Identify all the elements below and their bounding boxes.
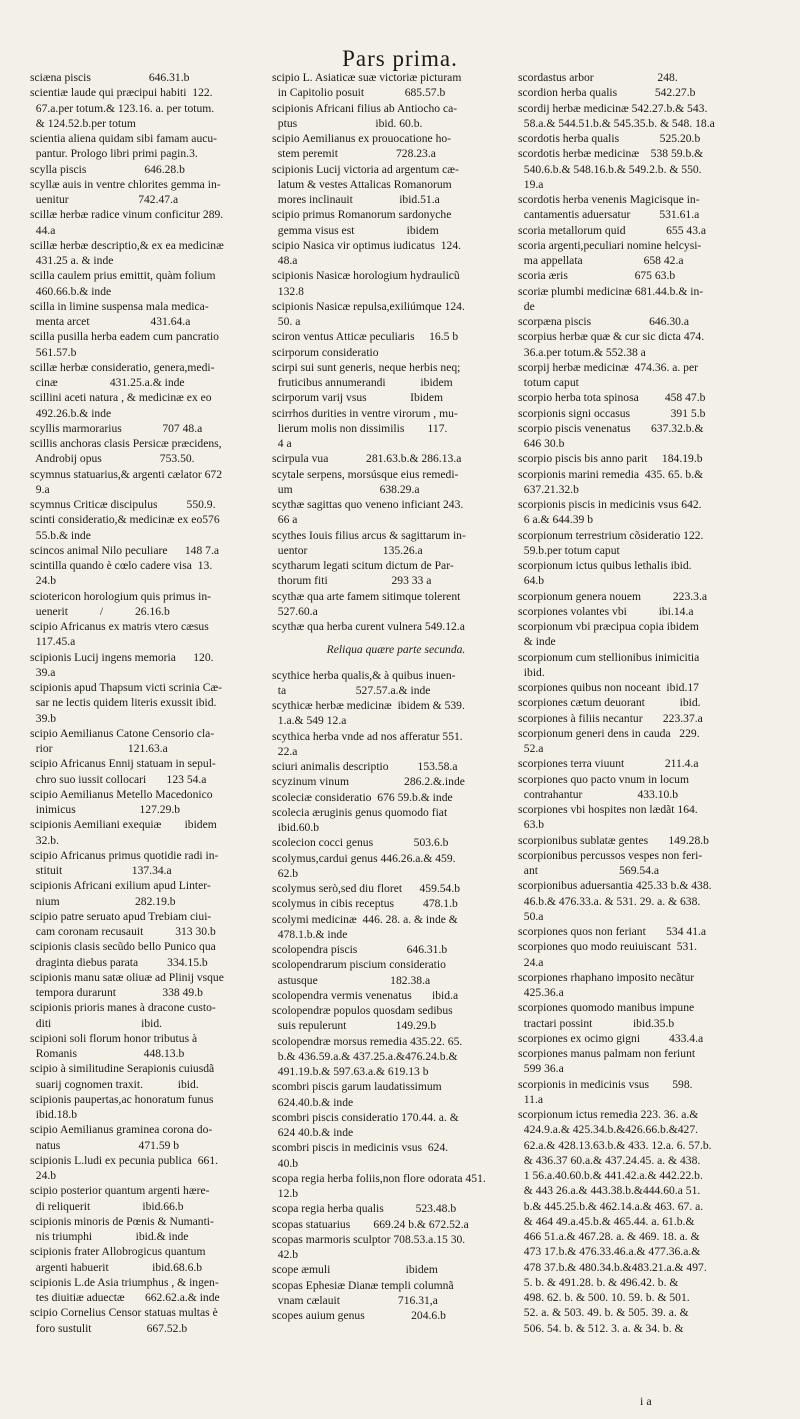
index-line: scorpionis signi occasus 391 5.b: [518, 406, 706, 420]
index-line: 39.a: [30, 665, 56, 679]
index-line: ptus ibid. 60.b.: [272, 116, 423, 130]
index-line: scorpiones à filiis necantur 223.37.a: [518, 711, 703, 725]
index-line: scilla pusilla herba eadem cum pancratio: [30, 330, 219, 344]
index-line: 40.b: [272, 1156, 299, 1170]
index-line: scolymus serò,sed diu floret 459.54.b: [272, 882, 461, 895]
index-line: scipio Africanus ex matris vtero cæsus: [30, 620, 209, 633]
index-line: scordotis herba qualis 525.20.b: [518, 132, 701, 145]
index-line: 11.a: [518, 1092, 544, 1106]
index-line: 1.a.& 549 12.a: [272, 714, 347, 728]
index-line: tempora durarunt 338 49.b: [30, 986, 203, 999]
index-line: tractari possint ibid.35.b: [518, 1016, 675, 1030]
index-line: scolopendra piscis 646.31.b: [272, 943, 448, 956]
index-line: ma appellata 658 42.a: [518, 254, 684, 267]
index-line: scorpionibus percussos vespes non feri-: [518, 848, 703, 862]
index-line: 52.a: [518, 742, 544, 755]
index-line: 63.b: [518, 818, 545, 832]
index-line: scopas Ephesiæ Dianæ templi columnã: [272, 1278, 454, 1292]
index-line: scipionis L.ludi ex pecunia publica 661.: [30, 1153, 219, 1167]
index-line: scyzinum vinum 286.2.&.inde: [272, 775, 465, 789]
index-line: scorpiones cætum deuorant ibid.: [518, 696, 701, 710]
index-line: scorpionis piscis in medicinis vsus 642.: [518, 498, 702, 511]
index-line: 527.60.a: [272, 604, 318, 618]
index-line: draginta diebus parata 334.15.b: [30, 955, 208, 969]
index-line: scirrhos durities in ventre virorum , mu-: [272, 406, 458, 420]
index-line: scopas statuarius 669.24 b.& 672.52.a: [272, 1217, 469, 1231]
index-line: scylla piscis 646.28.b: [30, 162, 185, 176]
index-line: scopa regia herba foliis,non flore odorata 451.: [272, 1171, 486, 1185]
index-line: ta 527.57.a.& inde: [272, 683, 431, 697]
index-line: 46.b.& 476.33.a. & 531. 29. a. & 638.: [518, 894, 701, 908]
index-line: 466 51.a.& 467.28. a. & 469. 18. a. &: [518, 1230, 700, 1243]
index-line: 506. 54. b. & 512. 3. a. & 34. b. &: [518, 1321, 684, 1335]
index-line: 19.a: [518, 177, 544, 191]
index-line: foro sustulit 667.52.b: [30, 1321, 188, 1335]
index-line: scopas marmoris sculptor 708.53.a.15 30.: [272, 1232, 466, 1246]
index-line: scipio Aemilianus Metello Macedonico: [30, 787, 213, 801]
index-line: scipionis clasis secũdo bello Punico qua: [30, 940, 216, 954]
index-line: & 124.52.b.per totum: [30, 116, 136, 130]
index-line: scolecia æruginis genus quomodo fiat: [272, 805, 448, 819]
index-line: scorpiones quo pacto vnum in locum: [518, 772, 689, 786]
index-line: scipionis Africani filius ab Antiocho ca-: [272, 101, 458, 115]
index-line: 32.b.: [30, 833, 59, 847]
index-line: 491.19.b.& 597.63.a.& 619.13 b: [272, 1065, 429, 1078]
index-line: 460.66.b.& inde: [30, 284, 112, 298]
index-line: ibid.: [518, 665, 545, 679]
index-line: scipionis minoris de Pœnis & Numanti-: [30, 1214, 214, 1228]
index-line: scipionis frater Allobrogicus quantum: [30, 1245, 206, 1259]
index-line: scyllæ auis in ventre chlorites gemma in-: [30, 177, 221, 191]
index-line: chro suo iussit collocari 123 54.a: [30, 772, 207, 786]
index-line: scirpula vua 281.63.b.& 286.13.a: [272, 452, 462, 466]
index-line: fruticibus annumerandi ibidem: [272, 376, 453, 389]
index-line: scipio Aemilianus Catone Censorio cla-: [30, 726, 215, 740]
index-line: 498. 62. b. & 500. 10. 59. b. & 501.: [518, 1291, 690, 1304]
index-line: 67.a.per totum.& 123.16. a. per totum.: [30, 101, 215, 115]
index-line: uentor 135.26.a: [272, 543, 423, 557]
index-line: 424.9.a.& 425.34.b.&426.66.b.&427.: [518, 1123, 699, 1137]
index-line: & 443 26.a.& 443.38.b.&444.60.a 51.: [518, 1184, 701, 1198]
index-line: scillis anchoras clasis Persicæ præcidens,: [30, 437, 222, 450]
index-line: 48.a: [272, 254, 298, 267]
index-line: suis repulerunt 149.29.b: [272, 1019, 437, 1033]
index-column-right: [518, 70, 766, 1336]
index-line: 624 40.b.& inde: [272, 1126, 354, 1139]
index-line: scope æmuli ibidem: [272, 1263, 438, 1277]
index-line: scorpiones quo modo reuiuiscant 531.: [518, 940, 698, 954]
index-line: suarij cognomen traxit. ibid.: [30, 1077, 199, 1091]
index-line: sciæna piscis 646.31.b: [30, 71, 190, 84]
index-line: cinæ 431.25.a.& inde: [30, 376, 185, 389]
index-line: pantur. Prologo libri primi pagin.3.: [30, 147, 198, 161]
index-line: scipio Aemilianus ex prouocatione ho-: [272, 132, 452, 145]
index-line: scorpionibus sublatæ gentes 149.28.b: [518, 833, 709, 847]
index-line: scorpionum terrestrium cõsideratio 122.: [518, 528, 704, 542]
index-line: scolopendræ populos quosdam sedibus: [272, 1004, 453, 1017]
index-line: 431.25 a. & inde: [30, 254, 114, 267]
index-line: scythicæ herbæ medicinæ ibidem & 539.: [272, 699, 465, 712]
index-line: natus 471.59 b: [30, 1138, 180, 1152]
index-line: scordotis herba venenis Magicisque in-: [518, 193, 700, 206]
index-line: scorpius herbæ quæ & cur sic dicta 474.: [518, 330, 705, 344]
index-line: uenerit / 26.16.b: [30, 604, 170, 618]
index-line: 624.40.b.& inde: [272, 1095, 354, 1109]
index-line: diti ibid.: [30, 1016, 163, 1030]
index-line: 4 a: [272, 437, 292, 450]
index-line: di reliquerit ibid.66.b: [30, 1199, 184, 1213]
index-line: totum caput: [518, 376, 579, 389]
index-line: 52. a. & 503. 49. b. & 505. 39. a. &: [518, 1306, 689, 1320]
index-line: scytale serpens, morsúsque eius remedi-: [272, 467, 459, 481]
index-line: scipio primus Romanorum sardonyche: [272, 208, 452, 222]
index-line: scipionis Lucij ingens memoria 120.: [30, 650, 214, 664]
index-line: in Capitolio posuit 685.57.b: [272, 86, 446, 100]
index-line: 425.36.a: [518, 986, 564, 999]
index-line: scordastus arbor 248.: [518, 71, 678, 84]
index-line: scoria argenti,peculiari nomine helcysi-: [518, 238, 702, 252]
index-line: gemma visus est ibidem: [272, 223, 439, 237]
index-line: scinti consideratio,& medicinæ ex eo576: [30, 513, 220, 527]
index-line: scorpæna piscis 646.30.a: [518, 315, 689, 328]
index-line: vnam cælauit 716.31,a: [272, 1293, 438, 1307]
index-line: scolopendra vermis venenatus ibid.a: [272, 988, 459, 1002]
index-line: scyllis marmorarius 707 48.a: [30, 421, 203, 435]
index-line: b.& 445.25.b.& 462.14.a.& 463. 67. a.: [518, 1199, 704, 1213]
index-line: scombri piscis garum laudatissimum: [272, 1080, 442, 1094]
index-line: de: [518, 299, 535, 313]
index-line: scipio Cornelius Censor statuas multas è: [30, 1306, 218, 1320]
index-line: 561.57.b: [30, 345, 77, 359]
index-line: rior 121.63.a: [30, 742, 168, 755]
index-line: scythica herba vnde ad nos afferatur 551.: [272, 729, 463, 743]
index-line: scythice herba qualis,& à quibus inuen-: [272, 668, 456, 682]
index-line: scipionis L.de Asia triumphus , & ingen-: [30, 1275, 219, 1289]
index-line: scorpiones vbi hospites non lædãt 164.: [518, 803, 698, 816]
index-line: scipionis Nasicæ horologium hydraulicũ: [272, 269, 460, 283]
index-line: scolymi medicinæ 446. 28. a. & inde &: [272, 912, 458, 926]
index-line: scintilla quando è cœlo cadere visa 13.: [30, 559, 213, 572]
index-line: sciuri animalis descriptio 153.58.a: [272, 760, 458, 773]
index-line: astusque 182.38.a: [272, 973, 431, 987]
index-line: scipio L. Asiaticæ suæ victoriæ picturam: [272, 71, 462, 84]
index-line: scopes auium genus 204.6.b: [272, 1309, 446, 1322]
index-line: scytharum legati scitum dictum de Par-: [272, 559, 454, 572]
index-line: scolecion cocci genus 503.6.b: [272, 836, 449, 850]
index-line: 540.6.b.& 548.16.b.& 549.2.b. & 550.: [518, 162, 702, 176]
index-line: nium 282.19.b: [30, 894, 176, 908]
index-line: 478.1.b.& inde: [272, 927, 348, 941]
index-line: 58.a.& 544.51.b.& 545.35.b. & 548. 18.a: [518, 116, 715, 130]
index-line: tes diuitiæ aduectæ 662.62.a.& inde: [30, 1291, 220, 1304]
index-line: 599 36.a: [518, 1062, 564, 1076]
index-line: scipionis apud Thapsum victi scrinia Cæ-: [30, 681, 223, 694]
index-line: scirpi sui sunt generis, neque herbis neq;: [272, 360, 461, 374]
index-line: Androbij opus 753.50.: [30, 452, 195, 466]
index-line: scipio Africanus primus quotidie radi in-: [30, 848, 219, 862]
index-line: thorum fiti 293 33 a: [272, 574, 432, 588]
index-line: scorpionum ictus quibus lethalis ibid.: [518, 559, 692, 572]
index-line: 44.a: [30, 223, 56, 237]
index-line: scipionis Nasicæ repulsa,exiliúmque 124.: [272, 299, 465, 313]
index-line: scolopendrarum piscium consideratio: [272, 958, 446, 972]
index-line: scipio Nasica vir optimus iudicatus 124.: [272, 238, 462, 252]
index-line: ibid.60.b: [272, 821, 320, 834]
index-line: & 464 49.a.45.b.& 465.44. a. 61.b.&: [518, 1214, 695, 1228]
index-line: 62.a.& 428.13.63.b.& 433. 12.a. 6. 57.b.: [518, 1138, 712, 1152]
index-line: scipionis paupertas,ac honoratum funus: [30, 1092, 214, 1106]
index-line: stituit 137.34.a: [30, 864, 172, 877]
index-line: nis triumphi ibid.& inde: [30, 1230, 189, 1243]
index-line: 1 56.a.40.60.b.& 441.42.a.& 442.22.b.: [518, 1169, 703, 1182]
index-line: scorpionis marini remedia 435. 65. b.&: [518, 467, 704, 481]
index-line: um 638.29.a: [272, 482, 420, 496]
index-line: scientia aliena quidam sibi famam aucu-: [30, 132, 218, 145]
index-line: inimicus 127.29.b: [30, 803, 181, 816]
index-line: scolymus in cibis receptus 478.1.b: [272, 897, 458, 911]
index-line: 24.b: [30, 574, 57, 588]
index-line: scillæ herbæ consideratio, genera,medi-: [30, 360, 215, 374]
index-line: 132.8: [272, 284, 304, 298]
index-line: menta arcet 431.64.a: [30, 315, 191, 328]
index-line: scirporum varij vsus Ibidem: [272, 391, 443, 405]
index-line: scipio Aemilianus graminea corona do-: [30, 1123, 213, 1137]
index-line: sciotericon horologium quis primus in-: [30, 589, 211, 603]
index-line: scorpionum cum stellionibus inimicitia: [518, 650, 700, 664]
index-column-middle: [272, 70, 520, 1323]
index-line: uenitur 742.47.a: [30, 193, 179, 206]
index-line: scymnus Criticæ discipulus 550.9.: [30, 498, 216, 511]
index-line: scordion herba qualis 542.27.b: [518, 86, 696, 100]
index-line: & 436.37 60.a.& 437.24.45. a. & 438.: [518, 1153, 701, 1167]
index-line: scillini aceti natura , & medicinæ ex eo: [30, 391, 212, 405]
index-line: cam coronam recusauit 313 30.b: [30, 925, 216, 938]
index-line: scolopendræ morsus remedia 435.22. 65.: [272, 1034, 463, 1048]
index-line: 637.21.32.b: [518, 482, 579, 496]
index-line: scorpiones rhaphano imposito necãtur: [518, 970, 695, 984]
index-line: 66 a: [272, 513, 298, 527]
index-line: scythæ qua arte famem sitimque tolerent: [272, 589, 461, 603]
index-line: scincos animal Nilo peculiare 148 7.a: [30, 543, 219, 557]
index-line: argenti habuerit ibid.68.6.b: [30, 1260, 203, 1274]
index-line: scorpiones manus palmam non feriunt: [518, 1047, 696, 1060]
index-line: scombri piscis consideratio 170.44. a. &: [272, 1110, 459, 1124]
index-line: scirporum consideratio: [272, 345, 379, 359]
index-line: 64.b: [518, 574, 545, 588]
index-line: b.& 436.59.a.& 437.25.a.&476.24.b.&: [272, 1049, 458, 1063]
index-line: scorpio herba tota spinosa 458 47.b: [518, 391, 706, 405]
index-line: 492.26.b.& inde: [30, 406, 112, 420]
index-line: scorpiones quos non feriant 534 41.a: [518, 925, 707, 938]
index-line: & inde: [518, 635, 556, 649]
index-line: 9.a: [30, 482, 50, 496]
index-line: scorpionis in medicinis vsus 598.: [518, 1077, 693, 1091]
index-line: ibid.18.b: [30, 1108, 78, 1121]
index-line: scorpiones terra viuunt 211.4.a: [518, 757, 699, 771]
index-line: scorpionum vbi præcipua copia ibidem: [518, 620, 699, 633]
index-line: scoleciæ consideratio 676 59.b.& inde: [272, 790, 453, 804]
section-note: Reliqua quære parte secunda.: [326, 643, 466, 657]
index-line: 62.b: [272, 866, 299, 880]
index-line: scythæ qua herba curent vulnera 549.12.a: [272, 620, 465, 633]
index-line: 22.a: [272, 744, 298, 758]
index-line: 478 37.b.& 480.34.b.&483.21.a.& 497.: [518, 1260, 707, 1274]
index-line: scombri piscis in medicinis vsus 624.: [272, 1141, 449, 1155]
index-line: 50.a: [518, 909, 544, 923]
index-line: scolymus,cardui genus 446.26.a.& 459.: [272, 851, 456, 865]
index-line: scoriæ plumbi medicinæ 681.44.b.& in-: [518, 284, 704, 298]
index-line: scorpiones quomodo manibus impune: [518, 1001, 695, 1015]
index-line: 117.45.a: [30, 635, 76, 649]
index-line: latum & vestes Attalicas Romanorum: [272, 177, 452, 191]
index-line: 473 17.b.& 476.33.46.a.& 477.36.a.&: [518, 1245, 701, 1259]
index-line: 50. a: [272, 315, 301, 328]
index-line: scorpiones quibus non noceant ibid.17: [518, 681, 699, 694]
index-line: scorpionum genera nouem 223.3.a: [518, 589, 707, 603]
index-line: 59.b.per totum caput: [518, 543, 620, 557]
page-title: Pars prima.: [342, 46, 458, 71]
index-line: scipionis Africani exilium apud Linter-: [30, 879, 211, 893]
index-line: mores inclinauit ibid.51.a: [272, 193, 440, 206]
index-line: scorpionum ictus remedia 223. 36. a.&: [518, 1108, 699, 1121]
index-column-left: [30, 70, 278, 1336]
index-line: scipio patre seruato apud Trebiam ciui-: [30, 909, 212, 923]
index-line: 42.b: [272, 1248, 299, 1261]
index-line: Romanis 448.13.b: [30, 1047, 185, 1060]
index-line: scythes Iouis filius arcus & sagittarum in-: [272, 528, 466, 542]
index-line: scorpio piscis venenatus 637.32.b.&: [518, 421, 704, 435]
index-line: scipio posterior quantum argenti hære-: [30, 1184, 210, 1198]
index-line: stem peremit 728.23.a: [272, 147, 436, 161]
index-line: scorpionum generi dens in cauda 229.: [518, 726, 700, 740]
index-line: 24.b: [30, 1169, 57, 1182]
index-line: ant 569.54.a: [518, 864, 660, 877]
index-line: 6 a.& 644.39 b: [518, 513, 594, 527]
index-line: scymnus statuarius,& argenti cælator 672: [30, 467, 223, 481]
index-line: scorpio piscis bis anno parit 184.19.b: [518, 452, 703, 466]
index-line: scipionis prioris manes à dracone custo-: [30, 1001, 216, 1015]
index-line: scipioni soli florum honor tributus à: [30, 1031, 198, 1045]
index-line: scopa regia herba qualis 523.48.b: [272, 1202, 457, 1216]
index-line: scillæ herbæ radice vinum conficitur 289.: [30, 208, 224, 222]
index-line: scorpionibus aduersantia 425.33 b.& 438.: [518, 879, 712, 893]
index-line: 39.b: [30, 711, 57, 725]
index-line: sciron ventus Atticæ peculiaris 16.5 b: [272, 330, 459, 344]
index-line: scipionis Lucij victoria ad argentum cæ-: [272, 162, 459, 176]
index-line: scorpiones ex ocimo gigni 433.4.a: [518, 1031, 704, 1045]
index-line: scoria æris 675 63.b: [518, 269, 676, 283]
index-line: 55.b.& inde: [30, 528, 91, 542]
index-line: 24.a: [518, 955, 544, 969]
index-line: cantamentis aduersatur 531.61.a: [518, 208, 700, 222]
index-line: scoria metallorum quid 655 43.a: [518, 223, 707, 237]
index-line: scipio Africanus Ennij statuam in sepul-: [30, 757, 216, 771]
index-line: contrahantur 433.10.b: [518, 787, 679, 801]
index-line: lierum molis non dissimilis 117.: [272, 421, 448, 435]
index-line: scorpiones volantes vbi ibi.14.a: [518, 604, 694, 618]
index-line: scordij herbæ medicinæ 542.27.b.& 543.: [518, 101, 708, 115]
index-line: scilla caulem prius emittit, quàm folium: [30, 269, 216, 283]
index-line: scordotis herbæ medicinæ 538 59.b.&: [518, 147, 704, 161]
index-line: scorpij herbæ medicinæ 474.36. a. per: [518, 360, 698, 374]
index-line: 646 30.b: [518, 437, 565, 450]
signature-mark: i a: [640, 1394, 652, 1408]
index-line: 12.b: [272, 1187, 299, 1200]
index-line: scythæ sagittas quo veneno inficiant 243.: [272, 498, 464, 511]
index-line: scipio à similitudine Serapionis cuiusdã: [30, 1062, 215, 1076]
index-line: scientiæ laude qui præcipui habiti 122.: [30, 86, 213, 100]
index-line: sar ne lectis quidem literis exussit ibid.: [30, 696, 217, 710]
index-line: scipionis Aemiliani exequiæ ibidem: [30, 818, 217, 832]
index-line: scilla in limine suspensa mala medica-: [30, 299, 209, 313]
index-line: 36.a.per totum.& 552.38 a: [518, 345, 646, 359]
index-line: scillæ herbæ descriptio,& ex ea medicinæ: [30, 238, 224, 252]
index-line: 5. b. & 491.28. b. & 496.42. b. &: [518, 1275, 679, 1289]
index-line: scipionis manu satæ oliuæ ad Plinij vsque: [30, 970, 224, 984]
